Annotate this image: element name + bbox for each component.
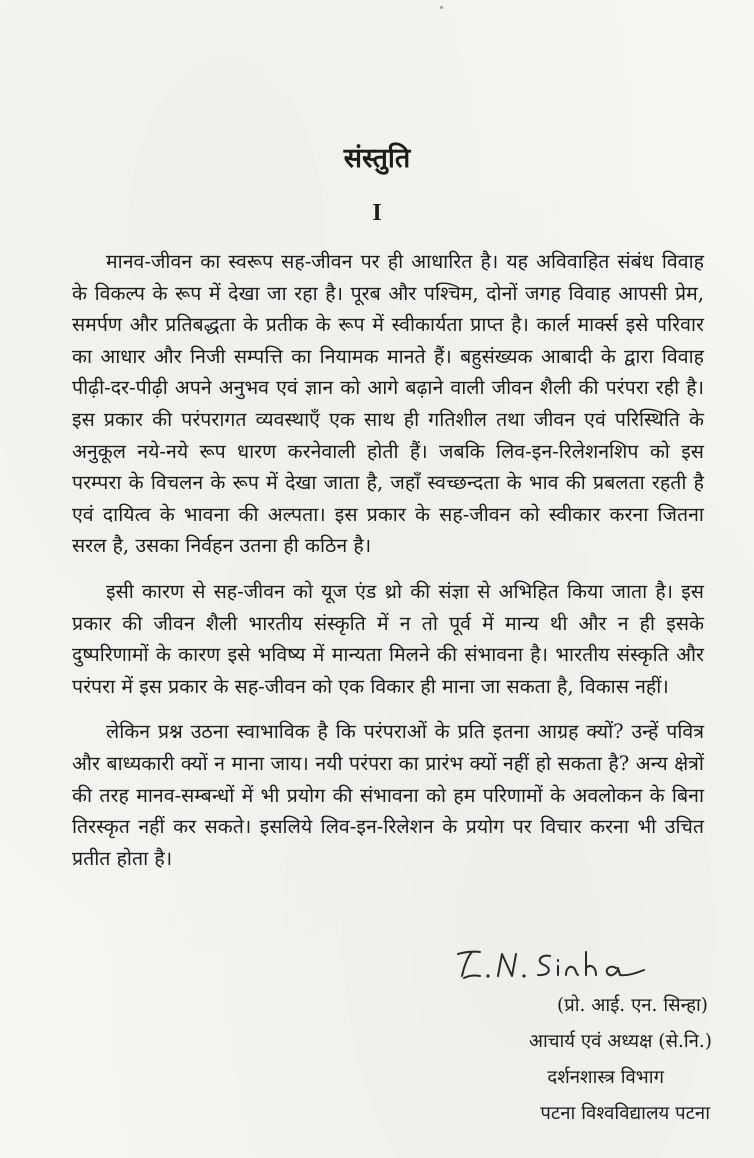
handwritten-signature [454, 948, 664, 984]
signatory-title: आचार्य एवं अध्यक्ष (से.नि.) [528, 1031, 712, 1052]
signatory-university: पटना विश्वविद्यालय पटना [540, 1103, 710, 1124]
ink-speck [440, 6, 443, 9]
page-title: संस्तुति [343, 143, 411, 174]
signatory-name: (प्रो. आई. एन. सिन्हा) [557, 995, 708, 1016]
signatory-details [414, 988, 714, 1132]
paragraph-2: इसी कारण से सह-जीवन को यूज एंड थ्रो की संज्ञा से अभिहित किया जाता है। इस प्रकार की जीवन शैली भारतीय संस्कृति में न तो पूर्व में मान्य थी और न ही इसके दुष्परिणामों के कारण इसे भविष्य में मान्यता मिलने की संभावना है। भारतीय संस्कृति और परंपरा में इस प्रकार के सह-जीवन को एक विकार ही माना जा सकता है, विकास नहीं। [72, 579, 704, 698]
signatory-department: दर्शनशास्त्र विभाग [547, 1067, 664, 1088]
paragraph-1: मानव-जीवन का स्वरूप सह-जीवन पर ही आधारित है। यह अविवाहित संबंध विवाह के विकल्प के रूप में देखा जा रहा है। पूरब और पश्चिम, दोनों जगह विवाह आपसी प्रेम, समर्पण और प्रतिबद्धता के प्रतीक के रूप में स्वीकार्यता प्राप्त है। कार्ल मार्क्स इसे परिवार का आधार और निजी सम्पत्ति का नियामक मानते हैं। बहुसंख्यक आबादी के द्वारा विवाह पीढ़ी-दर-पीढ़ी अपने अनुभव एवं ज्ञान को आगे बढ़ाने वाली जीवन शैली की परंपरा रही है। इस प्रकार की परंपरागत व्यवस्थाएँ एक साथ ही गतिशील तथा जीवन एवं परिस्थिति के अनुकूल नये-नये रूप धारण करनेवाली होती हैं। जबकि लिव-इन-रिलेशनशिप को इस परम्परा के विचलन के रूप में देखा जाता है, जहाँ स्वच्छन्दता के भाव की प्रबलता रहती है एवं दायित्व के भावना की अल्पता। इस प्रकार के सह-जीवन को स्वीकार करना जितना सरल है, उसका निर्वहन उतना ही कठिन है। [72, 250, 704, 558]
body-text [72, 246, 704, 888]
section-number: I [372, 200, 382, 226]
paragraph-3: लेकिन प्रश्न उठना स्वाभाविक है कि परंपराओं के प्रति इतना आग्रह क्यों? उन्हें पवित्र और बाध्यकारी क्यों न माना जाय। नयी परंपरा का प्रारंभ क्यों नहीं हो सकता है? अन्य क्षेत्रों की तरह मानव-सम्बन्धों में भी प्रयोग की संभावना को हम परिणामों के अवलोकन के बिना तिरस्कृत नहीं कर सकते। इसलिये लिव-इन-रिलेशन के प्रयोग पर विचार करना भी उचित प्रतीत होता है। [72, 720, 704, 870]
